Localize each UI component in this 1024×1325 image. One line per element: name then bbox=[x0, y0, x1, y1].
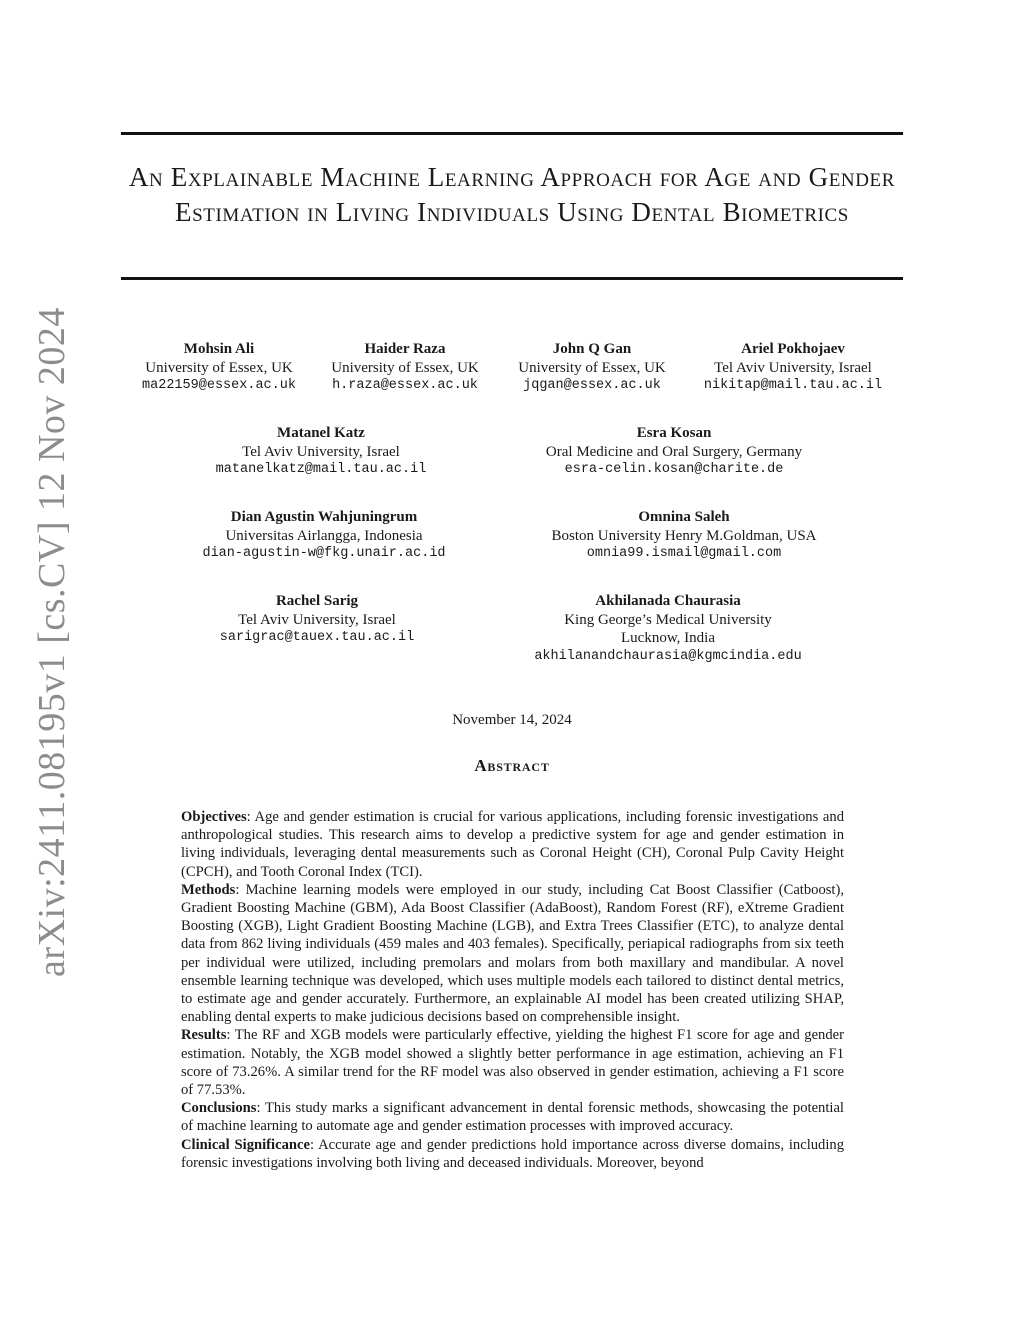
author-affiliation: Tel Aviv University, Israel bbox=[242, 443, 400, 460]
author-block-6 bbox=[546, 424, 802, 480]
abstract-results bbox=[181, 1026, 844, 1099]
author-name: Haider Raza bbox=[364, 341, 446, 357]
author-block-1 bbox=[142, 340, 296, 396]
abstract-clinical-significance bbox=[181, 1136, 844, 1172]
author-block-10 bbox=[534, 592, 801, 666]
author-email[interactable]: nikitap@mail.tau.ac.il bbox=[703, 378, 883, 393]
section-text: : The RF and XGB models were particularly effective, yielding the highest F1 score for age and gender estimation. Notably, the XGB model showed a slightly better performance in age estimation, achieving an F1 score of 73.26%. A similar trend for the RF model was also observed in gender estimation, achieving a F1 score of 77.53%. bbox=[181, 1027, 844, 1099]
author-name: Matanel Katz bbox=[277, 425, 365, 441]
author-block-4 bbox=[704, 340, 882, 396]
section-text: : Age and gender estimation is crucial for various applications, including forensic investigations and anthropological studies. This research aims to develop a predictive system for age and gender estimation in living individuals, leveraging dental measurements such as Coronal Height (CH), Coronal Pulp Cavity Height (CPCH), and Tooth Coronal Index (TCI). bbox=[181, 809, 844, 880]
author-block-9 bbox=[220, 592, 414, 648]
author-email[interactable]: dian-agustin-w@fkg.unair.ac.id bbox=[202, 546, 446, 561]
author-email[interactable]: h.raza@essex.ac.uk bbox=[332, 378, 478, 393]
author-name: Dian Agustin Wahjuningrum bbox=[230, 509, 418, 525]
author-email[interactable]: esra-celin.kosan@charite.de bbox=[564, 462, 784, 477]
abstract-methods bbox=[181, 881, 844, 1027]
section-text: : Accurate age and gender predictions hold importance across diverse domains, including forensic investigations involving both living and deceased individuals. Moreover, beyond bbox=[181, 1136, 844, 1171]
author-block-2 bbox=[331, 340, 478, 396]
author-name: Rachel Sarig bbox=[275, 593, 359, 609]
abstract-heading: Abstract bbox=[474, 756, 550, 775]
section-label: Conclusions bbox=[181, 1100, 257, 1117]
author-name: Esra Kosan bbox=[636, 425, 712, 441]
arxiv-identifier-stamp: arXiv:2411.08195v1 [cs.CV] 12 Nov 2024 bbox=[31, 307, 73, 977]
title-bottom-rule bbox=[121, 277, 903, 280]
author-affiliation-line-2: Lucknow, India bbox=[621, 630, 715, 646]
section-label: Objectives bbox=[181, 809, 247, 825]
author-name: Omnina Saleh bbox=[638, 509, 730, 525]
publication-date: November 14, 2024 bbox=[452, 712, 572, 728]
author-affiliation: University of Essex, UK bbox=[331, 359, 479, 376]
author-affiliation: King George’s Medical University bbox=[564, 611, 772, 628]
section-label: Clinical Significance bbox=[181, 1136, 310, 1153]
author-affiliation: Tel Aviv University, Israel bbox=[238, 611, 396, 628]
section-text: : This study marks a significant advancement in dental forensic methods, showcasing the potential of machine learning to automate age and gender estimation processes with improved accuracy. bbox=[181, 1100, 844, 1135]
author-email[interactable]: sarigrac@tauex.tau.ac.il bbox=[219, 630, 415, 645]
author-affiliation: Oral Medicine and Oral Surgery, Germany bbox=[545, 443, 803, 460]
abstract-body bbox=[181, 808, 844, 1172]
author-email[interactable]: jqgan@essex.ac.uk bbox=[523, 378, 661, 393]
section-label: Results bbox=[181, 1027, 227, 1044]
author-affiliation: Boston University Henry M.Goldman, USA bbox=[551, 527, 817, 544]
section-label: Methods bbox=[181, 881, 236, 898]
author-affiliation: Tel Aviv University, Israel bbox=[714, 359, 872, 376]
author-affiliation: University of Essex, UK bbox=[145, 359, 293, 376]
section-text: : Machine learning models were employed in our study, including Cat Boost Classifier (Catboost), Gradient Boosting Machine (GBM), Ada Boost Classifier (AdaBoost), Random Forest (RF), eXtreme Gradient Boosting (XGB), Light Gradient Boosting Machine (LGB), and Extra Trees Classifier (ETC), to analyze dental data from 862 living individuals (459 males and 403 females). Specifically, periapical radiographs from six teeth per individual were utilized, including premolars and molars from both maxillary and mandibular. A novel ensemble learning technique was developed, which uses multiple models each tailored to distinct dental metrics, to estimate age and gender accurately. Furthermore, an explainable AI model has been created utilizing SHAP, enabling dental experts to make judicious decisions based on comprehensible insight. bbox=[181, 881, 844, 1026]
author-email[interactable]: akhilanandchaurasia@kgmcindia.edu bbox=[534, 648, 802, 664]
author-affiliation: University of Essex, UK bbox=[518, 359, 666, 376]
author-name: Akhilanada Chaurasia bbox=[595, 593, 741, 609]
author-name: Mohsin Ali bbox=[183, 341, 255, 357]
author-name: Ariel Pokhojaev bbox=[741, 341, 845, 357]
author-block-3 bbox=[518, 340, 665, 396]
title-top-rule bbox=[121, 132, 903, 135]
abstract-conclusions bbox=[181, 1099, 844, 1135]
author-email[interactable]: ma22159@essex.ac.uk bbox=[142, 378, 296, 393]
author-email[interactable]: matanelkatz@mail.tau.ac.il bbox=[215, 462, 427, 477]
abstract-objectives bbox=[181, 808, 844, 881]
author-affiliation: Universitas Airlangga, Indonesia bbox=[225, 527, 423, 544]
paper-title: An Explainable Machine Learning Approach for Age and Gender Estimation in Living Individuals Using Dental Biometrics bbox=[128, 162, 896, 227]
author-block-8 bbox=[552, 508, 817, 564]
author-block-7 bbox=[202, 508, 445, 564]
author-email[interactable]: omnia99.ismail@gmail.com bbox=[586, 546, 782, 561]
author-name: John Q Gan bbox=[552, 341, 632, 357]
author-block-5 bbox=[216, 424, 427, 480]
